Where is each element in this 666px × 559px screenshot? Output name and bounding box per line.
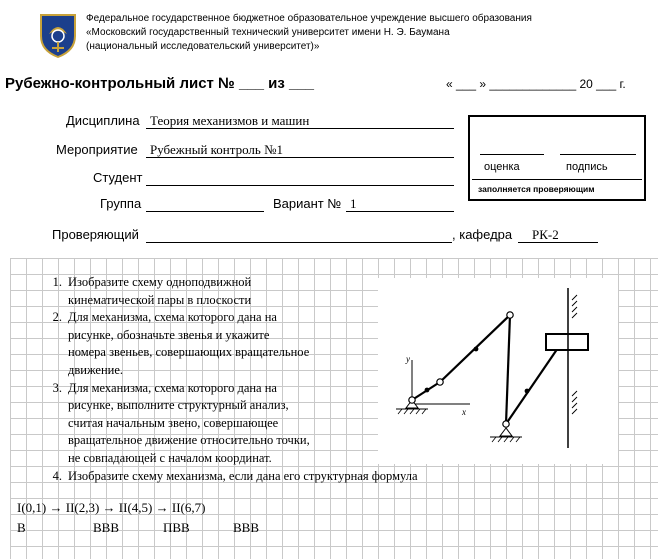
pair-type: ПВВ <box>163 520 190 535</box>
joint-a <box>437 379 443 385</box>
organization-name <box>86 12 532 54</box>
grade-line[interactable] <box>480 154 544 155</box>
task-text: вращательное движение относительно точки, <box>68 433 310 448</box>
task-text: кинематической пары в плоскости <box>68 292 252 307</box>
task-number: 2. <box>52 310 62 325</box>
student-label: Студент <box>93 170 143 185</box>
task-text: Для механизма, схема которого дана на <box>68 380 277 395</box>
task-text: считая начальным звено, совершающее <box>68 415 279 430</box>
structural-formula: I(0,1) → II(2,3) → II(4,5) → II(6,7) <box>17 500 206 515</box>
variant-value: 1 <box>350 196 357 211</box>
variant-label: Вариант № <box>273 196 342 211</box>
joint-b <box>507 312 513 318</box>
task-text: номера звеньев, совершающих вращательное <box>68 345 310 360</box>
x-axis-label: x <box>462 407 466 417</box>
task-number: 4. <box>52 468 62 483</box>
y-axis-label: y <box>406 354 410 364</box>
org-line: Федеральное государственное бюджетное образовательное учреждение высшего образования <box>86 13 532 24</box>
event-label: Мероприятие <box>56 142 138 157</box>
pair-type: ВВВ <box>93 520 120 535</box>
point-mark <box>474 347 479 352</box>
task-number: 3. <box>52 380 62 395</box>
task-item <box>46 468 418 486</box>
task-number: 1. <box>52 275 62 289</box>
mechanism-diagram <box>378 278 618 464</box>
task-text: Для механизма, схема которого дана на <box>68 310 277 325</box>
slider-block <box>546 334 588 350</box>
grade-label: оценка <box>484 161 520 173</box>
task-text: не совпадающей с началом координат. <box>68 450 272 465</box>
point-mark <box>425 388 430 393</box>
discipline-field[interactable] <box>146 112 454 129</box>
signature-label: подпись <box>566 161 608 173</box>
date-field: « ___ » _____________ 20 ___ г. <box>446 77 626 91</box>
divider <box>472 179 642 180</box>
event-field[interactable] <box>146 141 454 158</box>
pair-type: В <box>17 520 26 535</box>
task-text: Изобразите схему механизма, если дана его структурная формула <box>68 468 418 483</box>
event-value: Рубежный контроль №1 <box>150 142 284 157</box>
group-label: Группа <box>100 196 142 211</box>
discipline-label: Дисциплина <box>66 113 140 128</box>
task-text: движение. <box>68 362 124 377</box>
pair-type: ВВВ <box>233 520 260 535</box>
reviewer-label: Проверяющий <box>52 227 139 242</box>
task-text: рисунке, обозначьте звенья и укажите <box>68 327 270 342</box>
org-line: (национальный исследовательский университет)» <box>86 41 320 52</box>
group-field[interactable] <box>146 195 264 212</box>
variant-field[interactable] <box>346 195 454 212</box>
signature-line[interactable] <box>560 154 636 155</box>
task-item <box>46 380 378 468</box>
task-text: рисунке, выполните структурный анализ, <box>68 398 289 413</box>
joint-c <box>503 421 509 427</box>
task-item <box>46 309 378 379</box>
joint-o <box>409 397 415 403</box>
university-emblem-icon <box>38 12 78 58</box>
student-field[interactable] <box>146 169 454 186</box>
department-label: , кафедра <box>452 227 513 242</box>
point-mark <box>525 389 530 394</box>
task-list <box>46 274 418 485</box>
task-item <box>46 274 378 309</box>
discipline-value: Теория механизмов и машин <box>150 113 310 128</box>
reviewer-field[interactable] <box>146 226 452 243</box>
org-line: «Московский государственный технический университет имени Н. Э. Баумана <box>86 27 450 38</box>
sheet-title: Рубежно-контрольный лист № ___ из ___ <box>5 75 315 92</box>
department-field[interactable] <box>518 226 598 243</box>
grade-box <box>468 115 646 201</box>
department-value: РК-2 <box>532 227 559 242</box>
grade-box-note: заполняется проверяющим <box>478 184 595 194</box>
task-text: Изобразите схему одноподвижной <box>68 275 252 289</box>
